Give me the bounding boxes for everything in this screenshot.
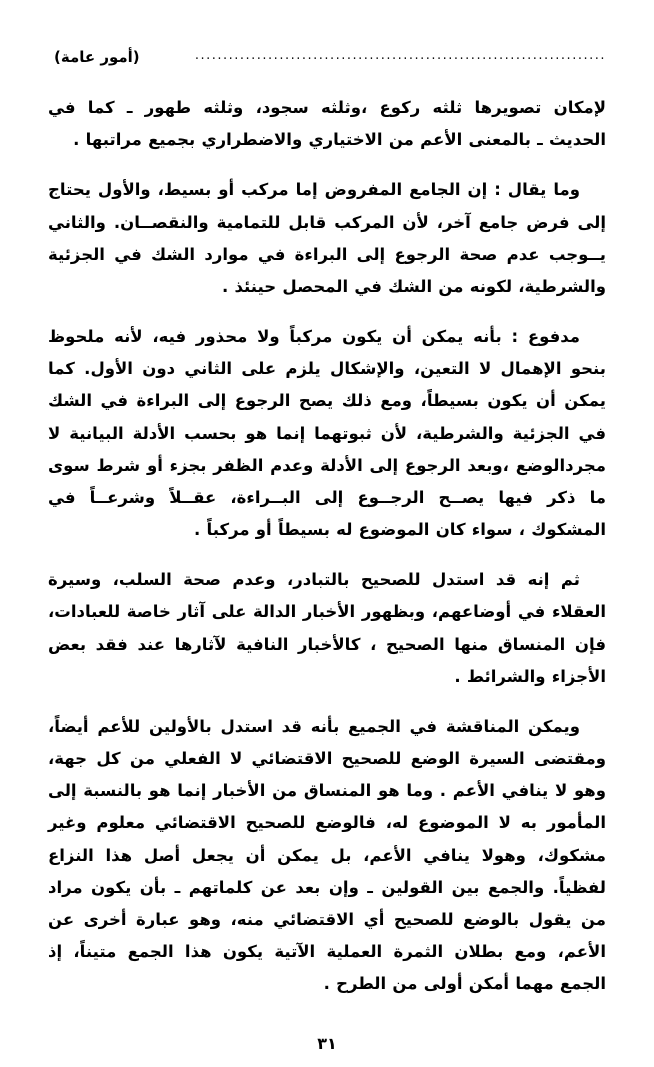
paragraph: ويمكن المناقشة في الجميع بأنه قد استدل بالأولين للأعم أيضاً، ومقتضى السيرة الوضع للصحيح الاقتضائي لا الفعلي من كل جهة، وهو لا ينافي الأعم . وما هو المنساق من الأخبار إنما هو بالنسبة إلى المأمور به لا الموضوع له، فالوضع للصحيح الاقتضائي معلوم وغير مشكوك، وهولا ينافي الأعم، بل يمكن أن يجعل أصل هذا النزاع لفظياً. والجمع بين القولين ـ وإن بعد عن كلماتهم ـ بأن يكون مراد من يقول بالوضع للصحيح أي الاقتضائي منه، وهو عبارة أخرى عن الأعم، ومع بطلان الثمرة العملية الآتية يكون هذا الجمع متيناً، إذ الجمع مهما أمكن أولى من الطرح . (48, 716, 606, 994)
page-number: ٣١ (317, 1034, 337, 1053)
paragraph: ثم إنه قد استدل للصحيح بالتبادر، وعدم صحة السلب، وسيرة العقلاء في أوضاعهم، وبظهور الأخبار الدالة على آثار خاصة للعبادات، فإن المنساق منها الصحيح ، كالأخبار النافية لآثارها عند فقد بعض الأجزاء والشرائط . (48, 570, 606, 686)
running-header-title: (أمور عامة) (54, 48, 140, 66)
paragraph: مدفوع : بأنه يمكن أن يكون مركباً ولا محذور فيه، لأنه ملحوظ بنحو الإهمال لا التعين، والإشكال يلزم على الثاني دون الأول. كما يمكن أن يكون بسيطاً، ومع ذلك يصح الرجوع إلى البراءة في الشك في الجزئية والشرطية، لأن ثبوتهما إنما هو بحسب الأدلة البيانية لا مجردالوضع ،وبعد الرجوع إلى الأدلة وعدم الظفر بجزء أو شرط سوى ما ذكر فيها يصــح الرجــوع إلى البــراءة، عقــلاً وشرعــاً في المشكوك ، سواء كان الموضوع له بسيطاً أو مركباً . (48, 327, 606, 540)
running-header-dot-leader: ......................................................................... (194, 49, 606, 62)
paragraph: وما يقال : إن الجامع المفروض إما مركب أو بسيط، والأول يحتاج إلى فرض جامع آخر، لأن المركب قابل للتمامية والنقصــان. والثاني يــوجب عدم صحة الرجوع إلى البراءة في موارد الشك في الجزئية والشرطية، لكونه من الشك في المحصل حينئذ . (48, 180, 606, 296)
body-text (48, 92, 606, 1000)
paragraph: لإمكان تصويرها ثلثه ركوع ،وثلثه سجود، وثلثه طهور ـ كما في الحديث ـ بالمعنى الأعم من الاختياري والاضطراري بجميع مراتبها . (48, 98, 606, 150)
running-header (48, 48, 606, 66)
page-content-area (48, 48, 606, 1037)
